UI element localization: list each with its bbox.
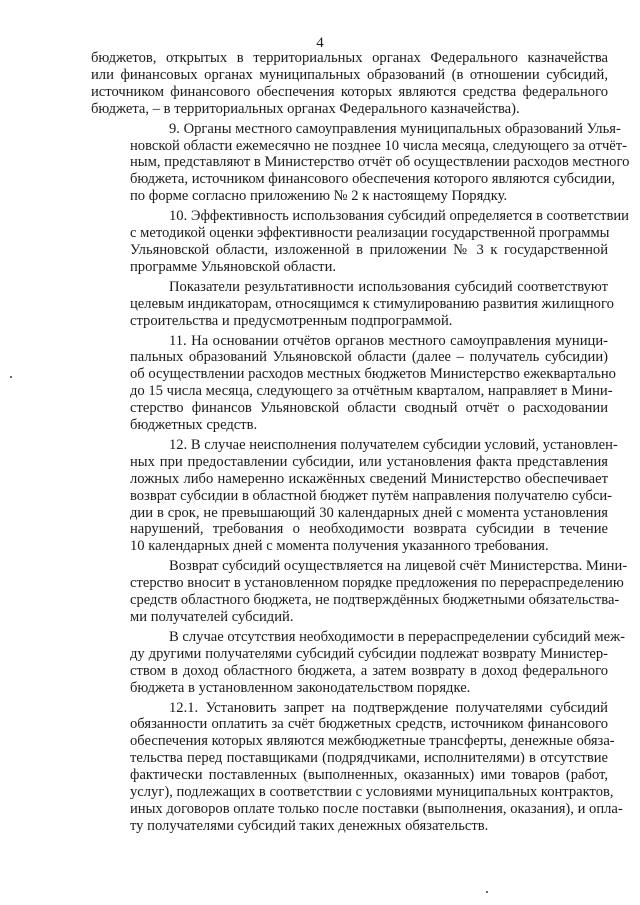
- text-line: обеспечения которых являются межбюджетные трансферты, денежные обяза-: [130, 733, 615, 750]
- text-line: Ульяновской области, изложенной в приложении № 3 к государственной: [130, 241, 608, 258]
- text-line: 10 календарных дней с момента получения указанного требования.: [130, 538, 549, 555]
- paragraph-p-12-return: [91, 558, 628, 626]
- paragraph-p-9: [91, 120, 630, 206]
- text-line: ложных либо намеренно искажённых сведений Министерство обеспечивает: [130, 470, 608, 487]
- text-line: тельства перед поставщиками (подрядчиками, исполнителями) в отсутствие: [130, 750, 608, 767]
- text-line: программе Ульяновской области.: [130, 258, 337, 275]
- text-line: или финансовых органах муниципальных образований (в отношении субсидий,: [91, 66, 608, 83]
- text-line: до 15 числа месяца, следующего за отчётным кварталом, направляет в Мини-: [130, 383, 613, 400]
- scan-speck: [10, 376, 12, 378]
- text-line: средств областного бюджета, не подтверждённых бюджетными обязательства-: [130, 592, 620, 609]
- text-line: строительства и предусмотренным подпрограммой.: [130, 312, 453, 329]
- text-line: новской области ежемесячно не позднее 10 числа месяца, следующего за отчёт-: [130, 137, 628, 154]
- text-line: Показатели результативности использования субсидий соответствуют: [169, 278, 608, 295]
- text-line: нарушений, требования о необходимости возврата субсидии в течение: [130, 521, 608, 538]
- text-line: 12. В случае неисполнения получателем субсидии условий, установлен-: [169, 436, 618, 453]
- text-line: иных договоров оплате только после поставки (выполнения, оказания), и опла-: [130, 800, 623, 817]
- text-line: фактически поставленных (выполненных, оказанных) ими товаров (работ,: [130, 767, 608, 784]
- text-line: целевым индикаторам, относящимся к стимулированию развития жилищного: [130, 295, 614, 312]
- text-line: пальных образований Ульяновской области (далее – получатель субсидии): [130, 349, 608, 366]
- text-line: бюджета, источником финансового обеспечения которого являются субсидии,: [130, 171, 616, 188]
- text-line: дии в срок, не превышающий 30 календарных дней с момента установления: [130, 504, 608, 521]
- text-line: возврат субсидии в областной бюджет путём направления получателю субси-: [130, 487, 612, 504]
- paragraph-p-continuation: [91, 50, 608, 118]
- paragraph-p-10-indicators: [91, 278, 614, 330]
- text-line: бюджета в установленном законодательством порядке.: [130, 679, 471, 696]
- page-number: 4: [316, 35, 324, 51]
- text-line: с методикой оценки эффективности реализации государственной программы: [130, 225, 610, 242]
- text-line: ту получателями субсидий таких денежных обязательств.: [130, 817, 489, 834]
- paragraph-p-10: [91, 208, 629, 276]
- text-line: об осуществлении расходов местных бюджетов Министерство ежеквартально: [130, 366, 616, 383]
- text-line: по форме согласно приложению № 2 к настоящему Порядку.: [130, 188, 508, 205]
- text-line: ми получателей субсидий.: [130, 609, 294, 625]
- text-line: стерство вносит в установленном порядке предложения по перераспределению: [130, 575, 624, 592]
- text-line: стерство финансов Ульяновской области сводный отчёт о расходовании: [130, 400, 608, 417]
- document-body: [91, 50, 630, 838]
- text-line: бюджетных средств.: [130, 417, 258, 434]
- text-line: В случае отсутствия необходимости в перераспределении субсидий меж-: [169, 628, 626, 645]
- scan-speck: [486, 891, 488, 893]
- text-line: Возврат субсидий осуществляется на лицевой счёт Министерства. Мини-: [169, 558, 628, 575]
- paragraph-p-12-1: [91, 699, 623, 835]
- text-line: услуг), подлежащих в соответствии с условиями муниципальных контрактов,: [130, 784, 614, 801]
- text-line: источником финансового обеспечения которых являются средства федерального: [91, 83, 608, 100]
- text-line: ду другими получателями субсидий субсидии подлежат возврату Министер-: [130, 645, 608, 662]
- text-line: 9. Органы местного самоуправления муниципальных образований Улья-: [169, 120, 621, 137]
- text-line: бюджета, – в территориальных органах Федерального казначейства).: [91, 100, 520, 117]
- text-line: ных при предоставлении субсидии, или установления факта представления: [130, 453, 608, 470]
- paragraph-p-12-redistribution: [91, 628, 626, 697]
- text-line: ством в доход областного бюджета, а затем возврату в доход федерального: [130, 662, 608, 679]
- text-line: 10. Эффективность использования субсидий определяется в соответствии: [169, 208, 629, 225]
- paragraph-p-11: [91, 332, 616, 434]
- text-line: бюджетов, открытых в территориальных органах Федерального казначейства: [91, 50, 608, 66]
- text-line: 11. На основании отчётов органов местного самоуправления муници-: [169, 332, 608, 349]
- text-line: ным, представляют в Министерство отчёт об осуществлении расходов местного: [130, 154, 630, 171]
- text-line: обязанности оплатить за счёт бюджетных средств, источником финансового: [130, 716, 608, 733]
- paragraph-p-12: [91, 436, 618, 555]
- text-line: 12.1. Установить запрет на подтверждение получателями субсидий: [169, 699, 608, 716]
